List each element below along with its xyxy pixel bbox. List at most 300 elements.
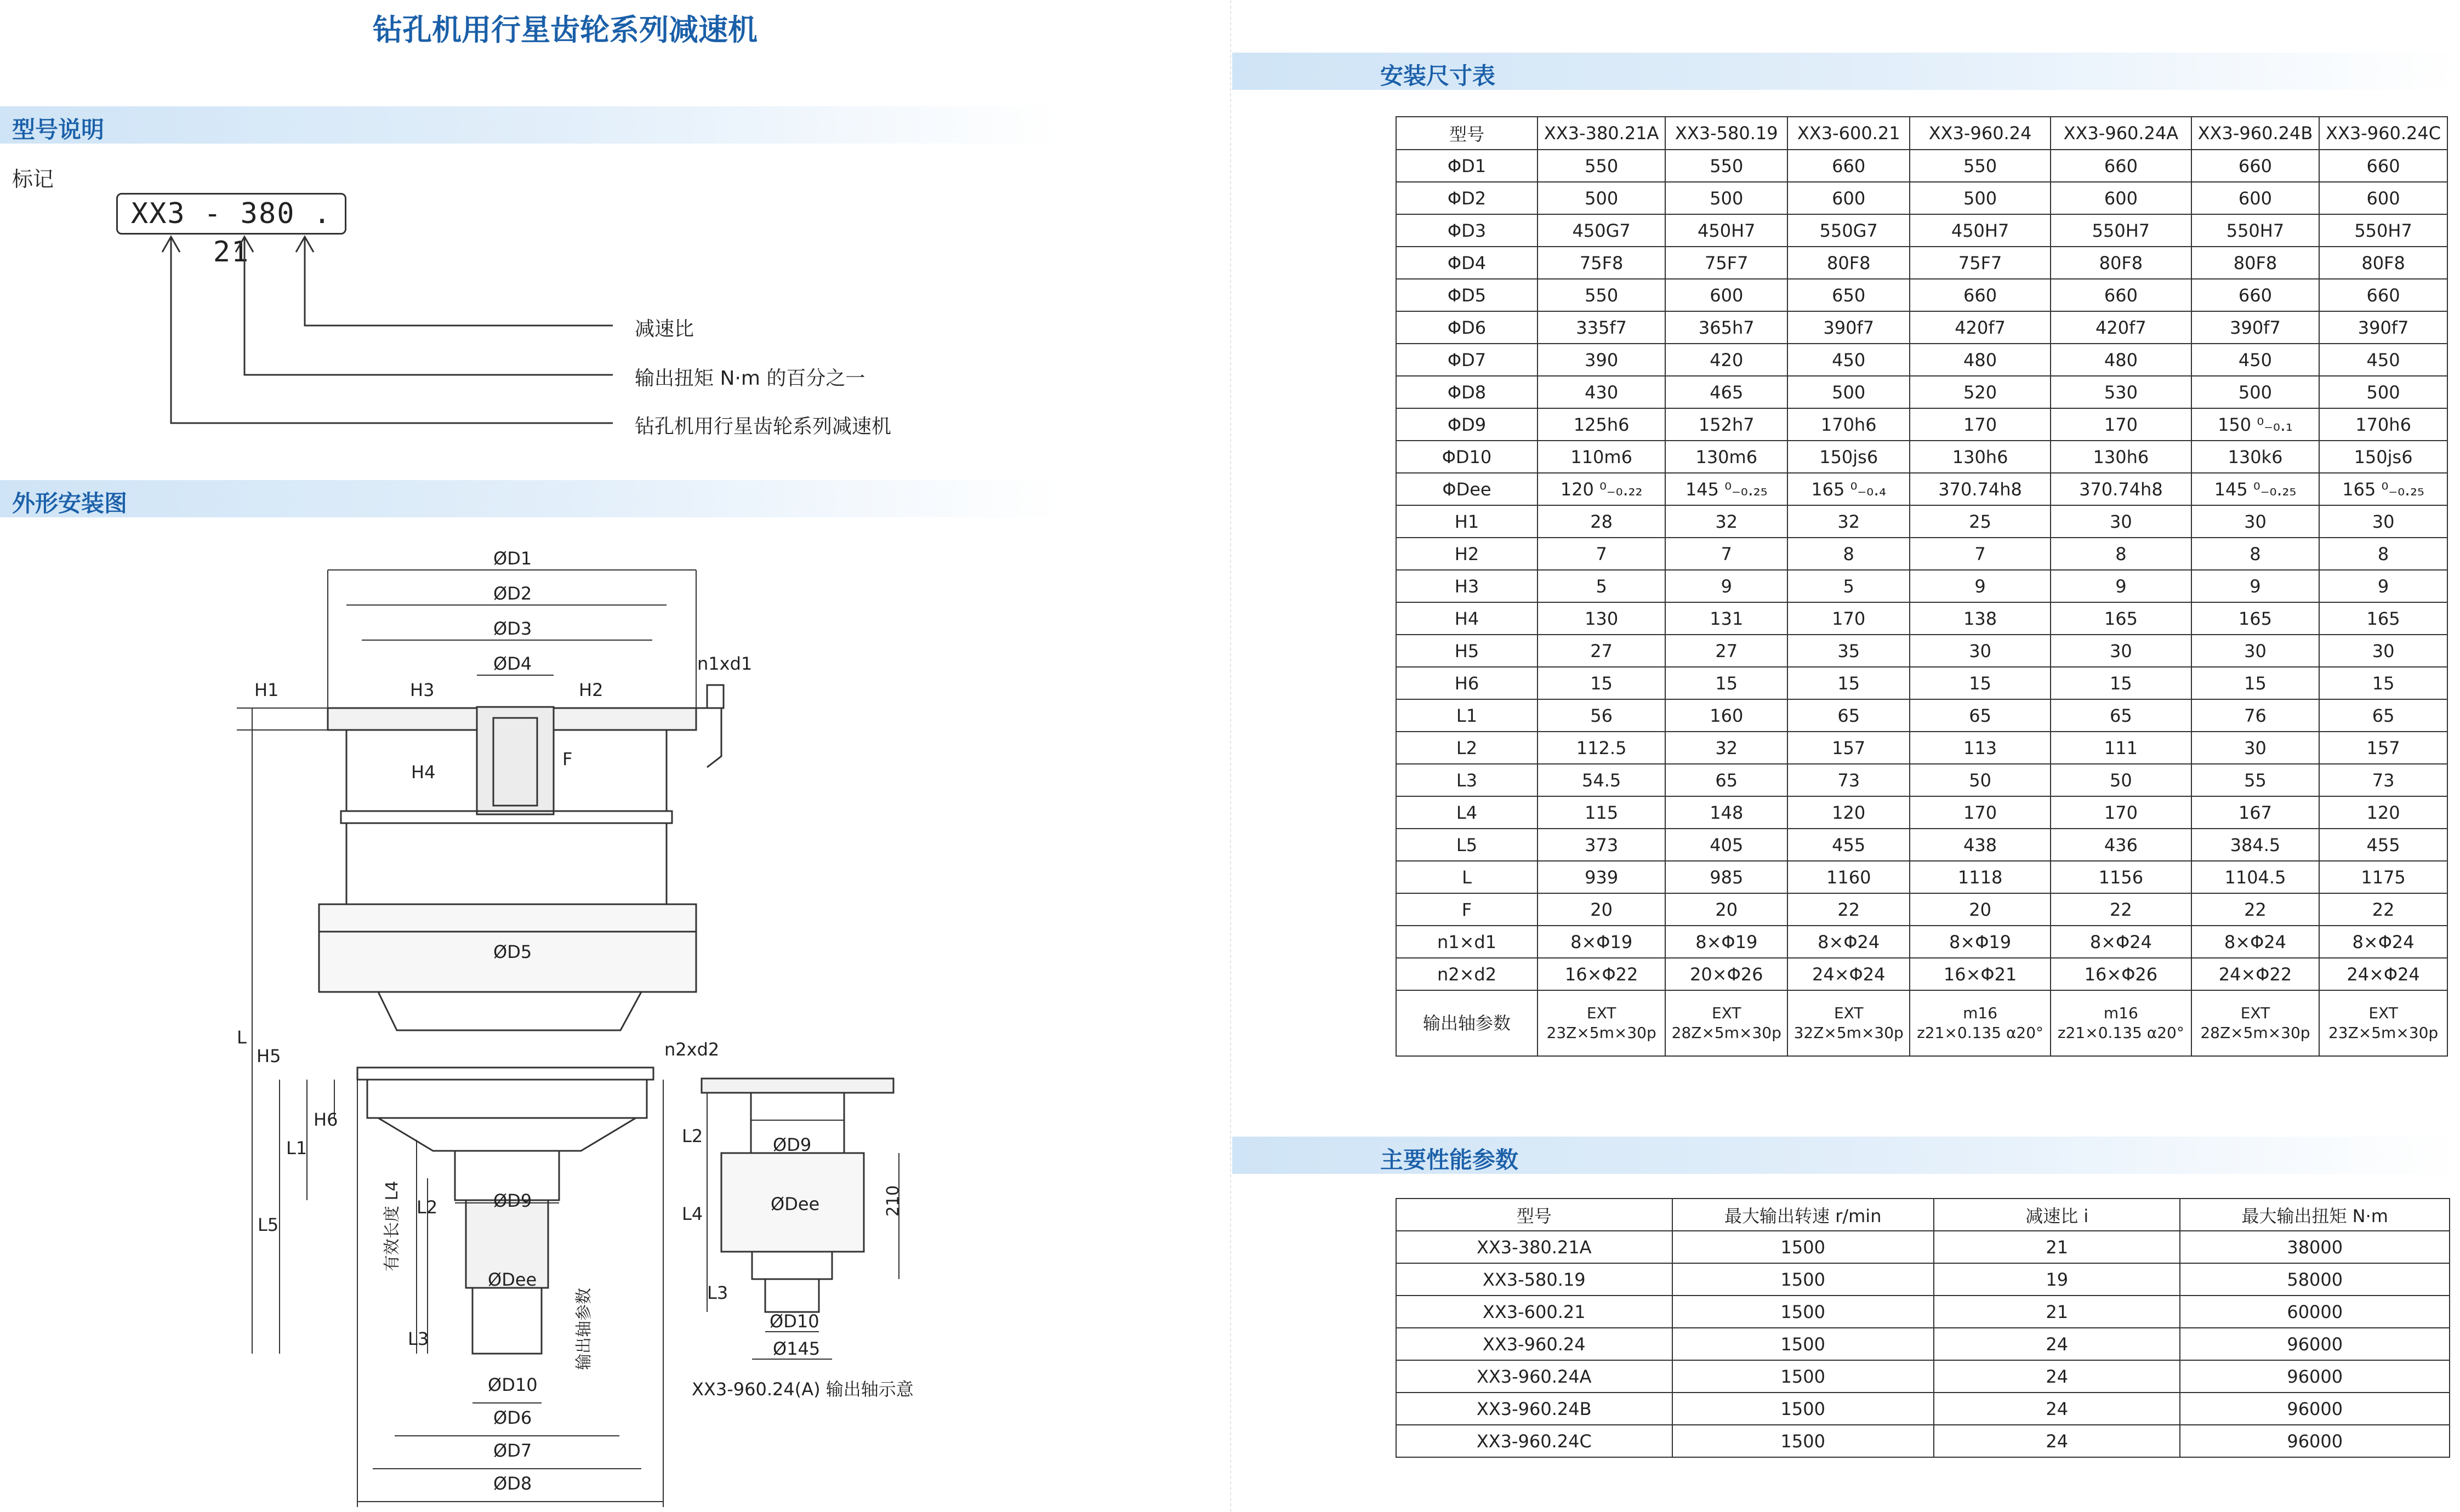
table-cell: 9 xyxy=(2191,570,2319,602)
table-cell: 660 xyxy=(2319,279,2447,311)
table-cell: 75F7 xyxy=(1665,247,1787,279)
table-row xyxy=(1396,473,2447,505)
table-cell: 21 xyxy=(1934,1296,2180,1328)
table-cell: 520 xyxy=(1910,376,2051,408)
table-cell: 76 xyxy=(2191,699,2319,732)
label-l2: L2 xyxy=(417,1197,438,1218)
table-row xyxy=(1396,538,2447,570)
row-label-cell: H5 xyxy=(1396,635,1538,667)
section-performance xyxy=(1232,1137,2460,1174)
table-cell: 550 xyxy=(1665,150,1787,182)
table-cell: 55 xyxy=(2191,764,2319,796)
table-row xyxy=(1396,635,2447,667)
table-cell: 170 xyxy=(1787,602,1910,635)
table-cell: 25 xyxy=(1910,505,2051,538)
label-d7: ØD7 xyxy=(493,1440,532,1461)
lower-flange xyxy=(357,1068,653,1080)
label-effective-length: 有效长度 L4 xyxy=(383,1180,402,1271)
label-d10: ØD10 xyxy=(488,1374,538,1395)
label-h3: H3 xyxy=(410,680,435,700)
table-cell: 130h6 xyxy=(2051,441,2191,473)
label-n1xd1: n1xd1 xyxy=(697,653,753,674)
table-cell: 80F8 xyxy=(2051,247,2191,279)
section-install-dims xyxy=(1232,53,2460,90)
shaft-param-cell xyxy=(2051,990,2191,1056)
table-cell: 384.5 xyxy=(2191,829,2319,861)
table-cell: 660 xyxy=(2191,150,2319,182)
shaft-param-line: m16 xyxy=(2103,1004,2138,1022)
table-cell: 15 xyxy=(1910,667,2051,699)
section-outline xyxy=(0,480,1063,517)
section-title: 外形安装图 xyxy=(12,490,128,517)
table-cell: 60000 xyxy=(2180,1296,2450,1328)
table-cell: 32 xyxy=(1665,732,1787,764)
table-cell: 22 xyxy=(2051,893,2191,926)
table-header-cell: 型号 xyxy=(1396,1199,1672,1231)
table-cell: 65 xyxy=(1665,764,1787,796)
table-cell: 54.5 xyxy=(1538,764,1665,796)
table-row xyxy=(1396,1263,2450,1296)
table-cell: 500 xyxy=(2319,376,2447,408)
table-row xyxy=(1396,376,2447,408)
detail-label-d145: Ø145 xyxy=(773,1338,821,1359)
table-cell: 170h6 xyxy=(2319,408,2447,441)
table-cell: 145 ⁰₋₀.₂₅ xyxy=(2191,473,2319,505)
table-row xyxy=(1396,1296,2450,1328)
label-l1: L1 xyxy=(286,1138,308,1159)
label-h6: H6 xyxy=(314,1109,338,1130)
table-cell: 58000 xyxy=(2180,1263,2450,1296)
detail-label-dee: ØDee xyxy=(771,1194,820,1214)
detail-label-l2: L2 xyxy=(682,1126,703,1146)
table-row xyxy=(1396,602,2447,635)
table-row xyxy=(1396,958,2447,990)
table-cell: 8 xyxy=(2051,538,2191,570)
table-cell: 8×Φ24 xyxy=(2191,926,2319,958)
table-row xyxy=(1396,829,2447,861)
table-cell: 8 xyxy=(2319,538,2447,570)
table-cell: 96000 xyxy=(2180,1393,2450,1425)
table-cell: 20 xyxy=(1538,893,1665,926)
table-cell: 9 xyxy=(2319,570,2447,602)
table-cell: 38000 xyxy=(2180,1231,2450,1263)
row-label-cell: L4 xyxy=(1396,796,1538,829)
table-cell: 35 xyxy=(1787,635,1910,667)
row-label-cell: L1 xyxy=(1396,699,1538,732)
table-cell: 16×Φ26 xyxy=(2051,958,2191,990)
table-row xyxy=(1396,344,2447,376)
table-row xyxy=(1396,182,2447,214)
label-d2: ØD2 xyxy=(493,583,532,604)
table-cell: 24 xyxy=(1934,1360,2180,1393)
table-cell: 660 xyxy=(2319,150,2447,182)
table-cell: 390f7 xyxy=(2191,311,2319,344)
table-cell: 96000 xyxy=(2180,1328,2450,1360)
table-cell: 96000 xyxy=(2180,1425,2450,1457)
table-cell: 110m6 xyxy=(1538,441,1665,473)
table-cell: 65 xyxy=(1910,699,2051,732)
table-cell: 5 xyxy=(1787,570,1910,602)
table-cell: 130k6 xyxy=(2191,441,2319,473)
label-output-param: 输出轴参数 xyxy=(574,1288,594,1370)
table-cell: 32 xyxy=(1787,505,1910,538)
table-cell: 19 xyxy=(1934,1263,2180,1296)
performance-body xyxy=(1396,1231,2450,1457)
table-cell: 1500 xyxy=(1672,1425,1934,1457)
table-cell: 370.74h8 xyxy=(2051,473,2191,505)
row-label-cell: n1×d1 xyxy=(1396,926,1538,958)
shaft-param-cell xyxy=(1910,990,2051,1056)
table-cell: 8×Φ19 xyxy=(1665,926,1787,958)
table-cell: 96000 xyxy=(2180,1360,2450,1393)
label-l: L xyxy=(237,1027,247,1048)
row-label-cell: ΦD3 xyxy=(1396,214,1538,247)
table-cell: 24×Φ24 xyxy=(1787,958,1910,990)
shaft-param-line: z21×0.135 α20° xyxy=(2057,1024,2184,1042)
table-cell: 450H7 xyxy=(1665,214,1787,247)
table-cell: 170 xyxy=(2051,408,2191,441)
table-cell: 600 xyxy=(2191,182,2319,214)
table-cell: 660 xyxy=(2051,279,2191,311)
table-cell: 530 xyxy=(2051,376,2191,408)
table-cell: 27 xyxy=(1665,635,1787,667)
table-cell: 650 xyxy=(1787,279,1910,311)
shaft-param-line: EXT xyxy=(1712,1004,1741,1022)
table-cell: 170 xyxy=(2051,796,2191,829)
table-cell: 75F8 xyxy=(1538,247,1665,279)
table-cell: 131 xyxy=(1665,602,1787,635)
table-row xyxy=(1396,1360,2450,1393)
table-cell: 125h6 xyxy=(1538,408,1665,441)
table-cell: 30 xyxy=(2319,635,2447,667)
row-label-cell: H1 xyxy=(1396,505,1538,538)
label-d6: ØD6 xyxy=(493,1407,532,1428)
detail-label-d9: ØD9 xyxy=(773,1134,812,1155)
row-label-cell: ΦD7 xyxy=(1396,344,1538,376)
table-cell: 15 xyxy=(1665,667,1787,699)
table-cell: 73 xyxy=(2319,764,2447,796)
table-cell: 22 xyxy=(2191,893,2319,926)
table-cell: 148 xyxy=(1665,796,1787,829)
table-cell: 455 xyxy=(1787,829,1910,861)
table-cell: 500 xyxy=(2191,376,2319,408)
table-row xyxy=(1396,796,2447,829)
table-cell: 165 xyxy=(2191,602,2319,635)
mark-label: 标记 xyxy=(12,167,54,191)
table-cell: 145 ⁰₋₀.₂₅ xyxy=(1665,473,1787,505)
table-cell: 600 xyxy=(2319,182,2447,214)
table-cell: 24 xyxy=(1934,1425,2180,1457)
table-cell: 1118 xyxy=(1910,861,2051,893)
label-d8: ØD8 xyxy=(493,1473,532,1494)
table-cell: 405 xyxy=(1665,829,1787,861)
row-label-cell: ΦD5 xyxy=(1396,279,1538,311)
table-cell: 450 xyxy=(2319,344,2447,376)
table-cell: XX3-580.19 xyxy=(1396,1263,1672,1296)
table-cell: 550H7 xyxy=(2191,214,2319,247)
table-cell: 65 xyxy=(2319,699,2447,732)
table-cell: XX3-960.24C xyxy=(1396,1425,1672,1457)
callout-ratio: 减速比 xyxy=(635,318,694,340)
table-cell: 30 xyxy=(2051,635,2191,667)
table-cell: 28 xyxy=(1538,505,1665,538)
table-cell: 170 xyxy=(1910,796,2051,829)
table-row xyxy=(1396,247,2447,279)
table-header-cell: XX3-960.24A xyxy=(2051,117,2191,150)
table-cell: 480 xyxy=(1910,344,2051,376)
shaft-param-line: 28Z×5m×30p xyxy=(2200,1024,2310,1042)
shaft-param-line: 23Z×5m×30p xyxy=(2328,1024,2439,1042)
shaft-param-cell xyxy=(1665,990,1787,1056)
table-cell: 390f7 xyxy=(1787,311,1910,344)
main-body xyxy=(346,823,667,904)
table-header-cell: XX3-960.24B xyxy=(2191,117,2319,150)
table-cell: 550H7 xyxy=(2051,214,2191,247)
shaft-param-line: EXT xyxy=(2240,1004,2270,1022)
table-cell: 20×Φ26 xyxy=(1665,958,1787,990)
row-label-cell: H3 xyxy=(1396,570,1538,602)
table-row xyxy=(1396,1328,2450,1360)
page-title: 钻孔机用行星齿轮系列减速机 xyxy=(373,13,758,47)
table-header-cell: 最大输出转速 r/min xyxy=(1672,1199,1934,1231)
table-cell: 32 xyxy=(1665,505,1787,538)
table-cell: 120 xyxy=(1787,796,1910,829)
table-cell: 390 xyxy=(1538,344,1665,376)
table-cell: 167 xyxy=(2191,796,2319,829)
table-cell: 16×Φ21 xyxy=(1910,958,2051,990)
table-cell: 660 xyxy=(1910,279,2051,311)
table-cell: 170 xyxy=(1910,408,2051,441)
table-cell: 30 xyxy=(2191,505,2319,538)
table-cell: 73 xyxy=(1787,764,1910,796)
table-cell: 450H7 xyxy=(1910,214,2051,247)
label-d9: ØD9 xyxy=(493,1190,532,1211)
shaft-param-line: EXT xyxy=(2368,1004,2398,1022)
table-cell: 500 xyxy=(1665,182,1787,214)
table-cell: 550H7 xyxy=(2319,214,2447,247)
label-h5: H5 xyxy=(257,1046,281,1066)
label-d1: ØD1 xyxy=(493,548,532,569)
table-cell: 8×Φ24 xyxy=(2319,926,2447,958)
table-header-cell: 型号 xyxy=(1396,117,1538,150)
table-cell: 15 xyxy=(1538,667,1665,699)
table-row xyxy=(1396,505,2447,538)
table-cell: 390f7 xyxy=(2319,311,2447,344)
table-cell: 20 xyxy=(1665,893,1787,926)
label-h2: H2 xyxy=(579,680,603,700)
table-cell: 660 xyxy=(2191,279,2319,311)
shaft-param-cell xyxy=(1787,990,1910,1056)
table-header-cell: XX3-960.24 xyxy=(1910,117,2051,150)
table-cell: 165 ⁰₋₀.₄ xyxy=(1787,473,1910,505)
row-label-cell: L3 xyxy=(1396,764,1538,796)
table-header-row xyxy=(1396,1199,2450,1231)
shaft-param-line: m16 xyxy=(1963,1004,1998,1022)
table-cell: 660 xyxy=(1787,150,1910,182)
table-header-row xyxy=(1396,117,2447,150)
section-title: 主要性能参数 xyxy=(1380,1146,1519,1173)
table-header-cell: XX3-600.21 xyxy=(1787,117,1910,150)
table-cell: XX3-380.21A xyxy=(1396,1231,1672,1263)
row-label-cell: ΦD10 xyxy=(1396,441,1538,473)
table-cell: 8 xyxy=(1787,538,1910,570)
table-cell: 8 xyxy=(2191,538,2319,570)
table-cell: 939 xyxy=(1538,861,1665,893)
row-label-cell: ΦDee xyxy=(1396,473,1538,505)
table-cell: 111 xyxy=(2051,732,2191,764)
shaft-param-line: 23Z×5m×30p xyxy=(1546,1024,1656,1042)
label-h1: H1 xyxy=(254,680,279,700)
row-label-cell: ΦD1 xyxy=(1396,150,1538,182)
output-d10 xyxy=(472,1288,542,1354)
row-label-cell: F xyxy=(1396,893,1538,926)
table-cell: 450 xyxy=(1787,344,1910,376)
table-cell: 130h6 xyxy=(1910,441,2051,473)
table-row xyxy=(1396,570,2447,602)
table-cell: 24×Φ22 xyxy=(2191,958,2319,990)
row-label-cell: L5 xyxy=(1396,829,1538,861)
row-label-cell: H6 xyxy=(1396,667,1538,699)
table-row xyxy=(1396,893,2447,926)
lower-body xyxy=(367,1080,647,1118)
table-cell: 550 xyxy=(1910,150,2051,182)
table-cell: 420f7 xyxy=(2051,311,2191,344)
table-cell: 30 xyxy=(2051,505,2191,538)
table-cell: 113 xyxy=(1910,732,2051,764)
table-row xyxy=(1396,1231,2450,1263)
shaft-param-line: EXT xyxy=(1586,1004,1616,1022)
table-row xyxy=(1396,732,2447,764)
table-row xyxy=(1396,667,2447,699)
table-cell: 8×Φ19 xyxy=(1538,926,1665,958)
label-dee: ØDee xyxy=(488,1269,537,1290)
table-cell: 985 xyxy=(1665,861,1787,893)
row-label-cell: H4 xyxy=(1396,602,1538,635)
table-cell: 600 xyxy=(1665,279,1787,311)
table-cell: 138 xyxy=(1910,602,2051,635)
table-cell: 24×Φ24 xyxy=(2319,958,2447,990)
detail-label-l3: L3 xyxy=(707,1282,728,1303)
row-label-cell: ΦD9 xyxy=(1396,408,1538,441)
table-cell: 150 ⁰₋₀.₁ xyxy=(2191,408,2319,441)
model-callout-lines xyxy=(0,0,658,449)
table-cell: 600 xyxy=(2051,182,2191,214)
install-dims-body xyxy=(1396,150,2447,1056)
table-cell: 465 xyxy=(1665,376,1787,408)
table-cell: 120 xyxy=(2319,796,2447,829)
table-cell: 120 ⁰₋₀.₂₂ xyxy=(1538,473,1665,505)
table-row xyxy=(1396,408,2447,441)
table-cell: 500 xyxy=(1787,376,1910,408)
label-h4: H4 xyxy=(411,762,436,783)
table-cell: 8×Φ24 xyxy=(1787,926,1910,958)
table-cell: 80F8 xyxy=(2191,247,2319,279)
table-cell: 20 xyxy=(1910,893,2051,926)
table-cell: 15 xyxy=(2319,667,2447,699)
table-cell: 1500 xyxy=(1672,1393,1934,1425)
table-cell: 1500 xyxy=(1672,1231,1934,1263)
table-cell: 9 xyxy=(1910,570,2051,602)
shaft-param-line: 32Z×5m×30p xyxy=(1793,1024,1904,1042)
table-cell: 370.74h8 xyxy=(1910,473,2051,505)
table-cell: 550G7 xyxy=(1787,214,1910,247)
table-cell: 7 xyxy=(1665,538,1787,570)
table-cell: 112.5 xyxy=(1538,732,1665,764)
row-label-cell: n2×d2 xyxy=(1396,958,1538,990)
table-cell: XX3-600.21 xyxy=(1396,1296,1672,1328)
row-label-cell: L xyxy=(1396,861,1538,893)
table-row xyxy=(1396,699,2447,732)
table-cell: 30 xyxy=(1910,635,2051,667)
detail-label-l4: L4 xyxy=(682,1203,703,1224)
section-title: 型号说明 xyxy=(12,116,105,143)
table-cell: 660 xyxy=(2051,150,2191,182)
table-row xyxy=(1396,311,2447,344)
table-cell: 1156 xyxy=(2051,861,2191,893)
table-cell: 170h6 xyxy=(1787,408,1910,441)
table-cell: 7 xyxy=(1910,538,2051,570)
table-cell: 7 xyxy=(1538,538,1665,570)
table-cell: 9 xyxy=(2051,570,2191,602)
label-d3: ØD3 xyxy=(493,618,532,639)
table-cell: 500 xyxy=(1538,182,1665,214)
table-cell: 16×Φ22 xyxy=(1538,958,1665,990)
table-cell: 157 xyxy=(2319,732,2447,764)
table-cell: 9 xyxy=(1665,570,1787,602)
table-cell: 165 xyxy=(2319,602,2447,635)
table-cell: XX3-960.24A xyxy=(1396,1360,1672,1393)
table-row xyxy=(1396,926,2447,958)
table-cell: 24 xyxy=(1934,1393,2180,1425)
row-label-cell: ΦD8 xyxy=(1396,376,1538,408)
label-n2xd2: n2xd2 xyxy=(664,1039,720,1060)
table-cell: 22 xyxy=(2319,893,2447,926)
table-cell: 450G7 xyxy=(1538,214,1665,247)
table-cell: 430 xyxy=(1538,376,1665,408)
table-cell: 150js6 xyxy=(2319,441,2447,473)
table-cell: 1500 xyxy=(1672,1263,1934,1296)
taper-section xyxy=(378,992,641,1030)
label-f: F xyxy=(562,749,573,769)
table-cell: 420f7 xyxy=(1910,311,2051,344)
row-label-cell: ΦD2 xyxy=(1396,182,1538,214)
table-cell: 1500 xyxy=(1672,1328,1934,1360)
row-label-cell: ΦD4 xyxy=(1396,247,1538,279)
install-dims-table xyxy=(1396,116,2448,1057)
table-cell: 30 xyxy=(2319,505,2447,538)
table-row xyxy=(1396,214,2447,247)
table-cell: 450 xyxy=(2191,344,2319,376)
table-cell: 50 xyxy=(1910,764,2051,796)
table-row xyxy=(1396,764,2447,796)
shaft-param-cell xyxy=(2191,990,2319,1056)
table-cell: 15 xyxy=(2191,667,2319,699)
shaft-param-line: 28Z×5m×30p xyxy=(1671,1024,1781,1042)
table-cell: 80F8 xyxy=(2319,247,2447,279)
table-header-cell: 减速比 i xyxy=(1934,1199,2180,1231)
table-cell: 150js6 xyxy=(1787,441,1910,473)
table-cell: 1500 xyxy=(1672,1296,1934,1328)
table-cell: 24 xyxy=(1934,1328,2180,1360)
table-cell: 65 xyxy=(1787,699,1910,732)
table-cell: 335f7 xyxy=(1538,311,1665,344)
callout-torque: 输出扭矩 N·m 的百分之一 xyxy=(635,367,865,390)
table-row xyxy=(1396,1393,2450,1425)
table-cell: 15 xyxy=(1787,667,1910,699)
table-row xyxy=(1396,861,2447,893)
table-cell: XX3-960.24B xyxy=(1396,1393,1672,1425)
section-title: 安装尺寸表 xyxy=(1380,62,1496,89)
